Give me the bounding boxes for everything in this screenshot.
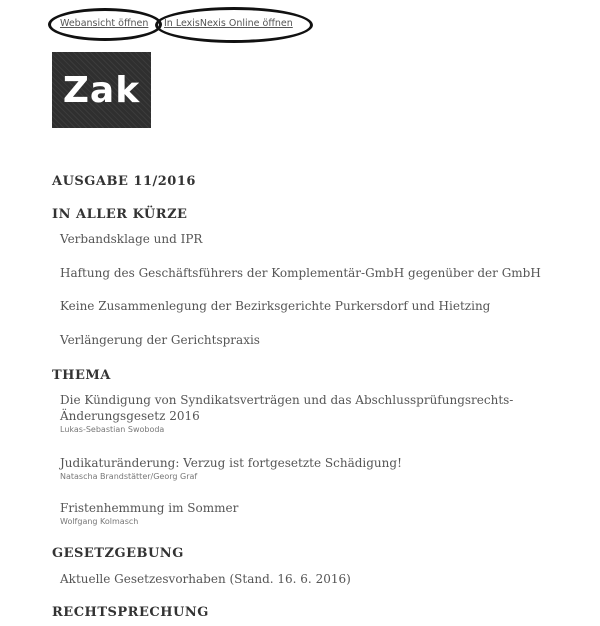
article-author: Lukas-Sebastian Swoboda: [60, 425, 165, 434]
issue-title: AUSGABE 11/2016: [52, 174, 196, 189]
article-link[interactable]: Keine Zusammenlegung der Bezirksgerichte Purkersdorf und Hietzing: [60, 299, 491, 313]
zak-logo: Zak: [52, 52, 151, 128]
list-item[interactable]: [60, 571, 351, 587]
section-title-rechtsprechung: RECHTSPRECHUNG: [52, 605, 209, 620]
article-link[interactable]: Die Kündigung von Syndikatsverträgen und das Abschlussprüfungsrechts-Änderungsgesetz 2016: [60, 393, 514, 423]
article-link[interactable]: Aktuelle Gesetzesvorhaben (Stand. 16. 6. 2016): [60, 572, 351, 586]
list-item[interactable]: [60, 500, 238, 527]
lexisnexis-online-link[interactable]: In LexisNexis Online öffnen: [164, 18, 293, 29]
list-item[interactable]: [60, 392, 530, 435]
list-item[interactable]: [60, 332, 260, 348]
list-item[interactable]: [60, 231, 202, 247]
article-link[interactable]: Verbandsklage und IPR: [60, 232, 203, 246]
article-author: Natascha Brandstätter/Georg Graf: [60, 472, 198, 481]
article-link[interactable]: Verlängerung der Gerichtspraxis: [60, 333, 260, 347]
list-item[interactable]: [60, 298, 490, 314]
section-title-gesetzgebung: GESETZGEBUNG: [52, 546, 184, 561]
article-author: Wolfgang Kolmasch: [60, 517, 139, 526]
list-item[interactable]: [60, 455, 402, 482]
section-title-thema: THEMA: [52, 368, 111, 383]
article-link[interactable]: Fristenhemmung im Sommer: [60, 501, 239, 515]
web-view-link[interactable]: Webansicht öffnen: [60, 18, 149, 29]
section-title-kuerze: IN ALLER KÜRZE: [52, 207, 188, 222]
article-link[interactable]: Judikaturänderung: Verzug ist fortgesetzte Schädigung!: [60, 456, 402, 470]
list-item[interactable]: [60, 265, 541, 281]
article-link[interactable]: Haftung des Geschäftsführers der Komplementär-GmbH gegenüber der GmbH: [60, 266, 541, 280]
